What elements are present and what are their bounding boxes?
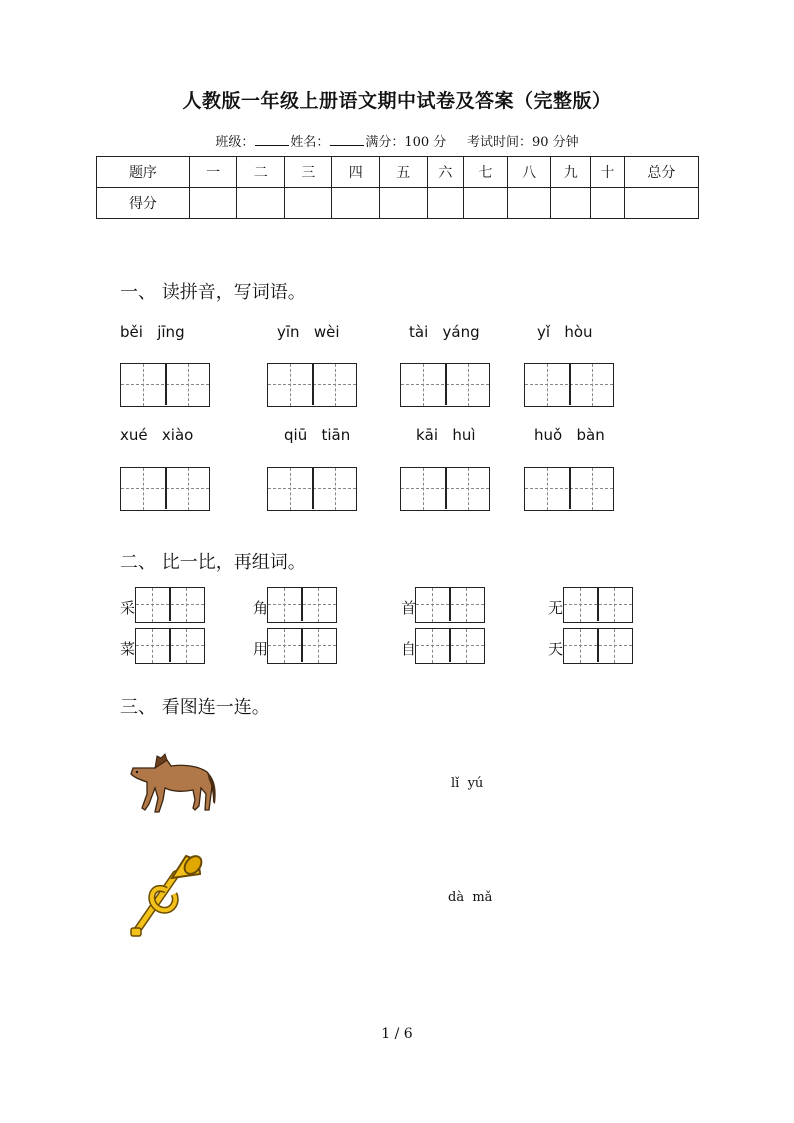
score-cell[interactable] (551, 188, 591, 219)
word-grid[interactable] (563, 587, 633, 623)
row-label: 得分 (97, 188, 190, 219)
header-cell: 四 (332, 157, 380, 188)
score-table (96, 156, 699, 219)
score-cell[interactable] (332, 188, 380, 219)
writing-grid[interactable] (400, 363, 490, 407)
compare-char: 菜 (120, 640, 136, 658)
header-cell: 九 (551, 157, 591, 188)
word-grid[interactable] (267, 587, 337, 623)
page-title: 人教版一年级上册语文期中试卷及答案（完整版） (182, 90, 612, 112)
score-cell[interactable] (189, 188, 237, 219)
word-grid[interactable] (135, 628, 205, 664)
score-table-score-row (97, 188, 699, 219)
score-label: 满分：100 分 (365, 135, 447, 150)
horse-illustration[interactable] (127, 750, 217, 816)
writing-grid[interactable] (267, 363, 357, 407)
compare-char: 采 (120, 599, 136, 617)
writing-grid[interactable] (267, 467, 357, 511)
trumpet-illustration[interactable] (128, 852, 204, 938)
name-label: 姓名： (290, 135, 330, 150)
class-label: 班级： (215, 135, 255, 150)
pinyin-label: yǐ hòu (537, 323, 593, 341)
pinyin-label: tài yáng (409, 323, 480, 341)
header-cell: 六 (427, 157, 464, 188)
header-cell: 五 (380, 157, 428, 188)
section2-heading: 二、 比一比，再组词。 (120, 552, 306, 573)
score-cell[interactable] (284, 188, 332, 219)
score-cell[interactable] (237, 188, 285, 219)
header-cell: 十 (591, 157, 625, 188)
word-grid[interactable] (267, 628, 337, 664)
section1-heading: 一、 读拼音，写词语。 (120, 282, 306, 303)
word-grid[interactable] (415, 628, 485, 664)
pinyin-label: běi jīng (120, 323, 185, 341)
header-cell: 八 (507, 157, 551, 188)
name-blank[interactable] (330, 133, 364, 146)
writing-grid[interactable] (120, 363, 210, 407)
section3-heading: 三、 看图连一连。 (120, 697, 270, 718)
header-cell: 一 (189, 157, 237, 188)
header-cell: 三 (284, 157, 332, 188)
score-cell[interactable] (624, 188, 698, 219)
exam-info (0, 131, 794, 150)
header-cell: 题序 (97, 157, 190, 188)
compare-char: 天 (548, 640, 564, 658)
match-pinyin[interactable]: lǐ yú (451, 776, 484, 791)
score-cell[interactable] (591, 188, 625, 219)
header-cell: 总分 (624, 157, 698, 188)
match-pinyin[interactable]: dà mǎ (448, 890, 493, 905)
header-cell: 七 (464, 157, 508, 188)
writing-grid[interactable] (120, 467, 210, 511)
pinyin-label: xué xiào (120, 426, 194, 444)
score-cell[interactable] (427, 188, 464, 219)
writing-grid[interactable] (524, 363, 614, 407)
compare-char: 自 (401, 640, 417, 658)
score-cell[interactable] (464, 188, 508, 219)
word-grid[interactable] (415, 587, 485, 623)
page-number: 1 / 6 (381, 1026, 413, 1042)
score-table-header-row (97, 157, 699, 188)
pinyin-label: yīn wèi (277, 323, 340, 341)
pinyin-label: qiū tiān (284, 426, 351, 444)
writing-grid[interactable] (400, 467, 490, 511)
time-label: 考试时间：90 分钟 (466, 135, 579, 150)
score-cell[interactable] (380, 188, 428, 219)
compare-char: 无 (548, 599, 564, 617)
score-cell[interactable] (507, 188, 551, 219)
writing-grid[interactable] (524, 467, 614, 511)
word-grid[interactable] (563, 628, 633, 664)
class-blank[interactable] (255, 133, 289, 146)
pinyin-label: huǒ bàn (534, 426, 605, 444)
pinyin-label: kāi huì (416, 426, 476, 444)
header-cell: 二 (237, 157, 285, 188)
word-grid[interactable] (135, 587, 205, 623)
compare-char: 用 (253, 640, 269, 658)
compare-char: 首 (401, 599, 417, 617)
compare-char: 角 (253, 599, 269, 617)
